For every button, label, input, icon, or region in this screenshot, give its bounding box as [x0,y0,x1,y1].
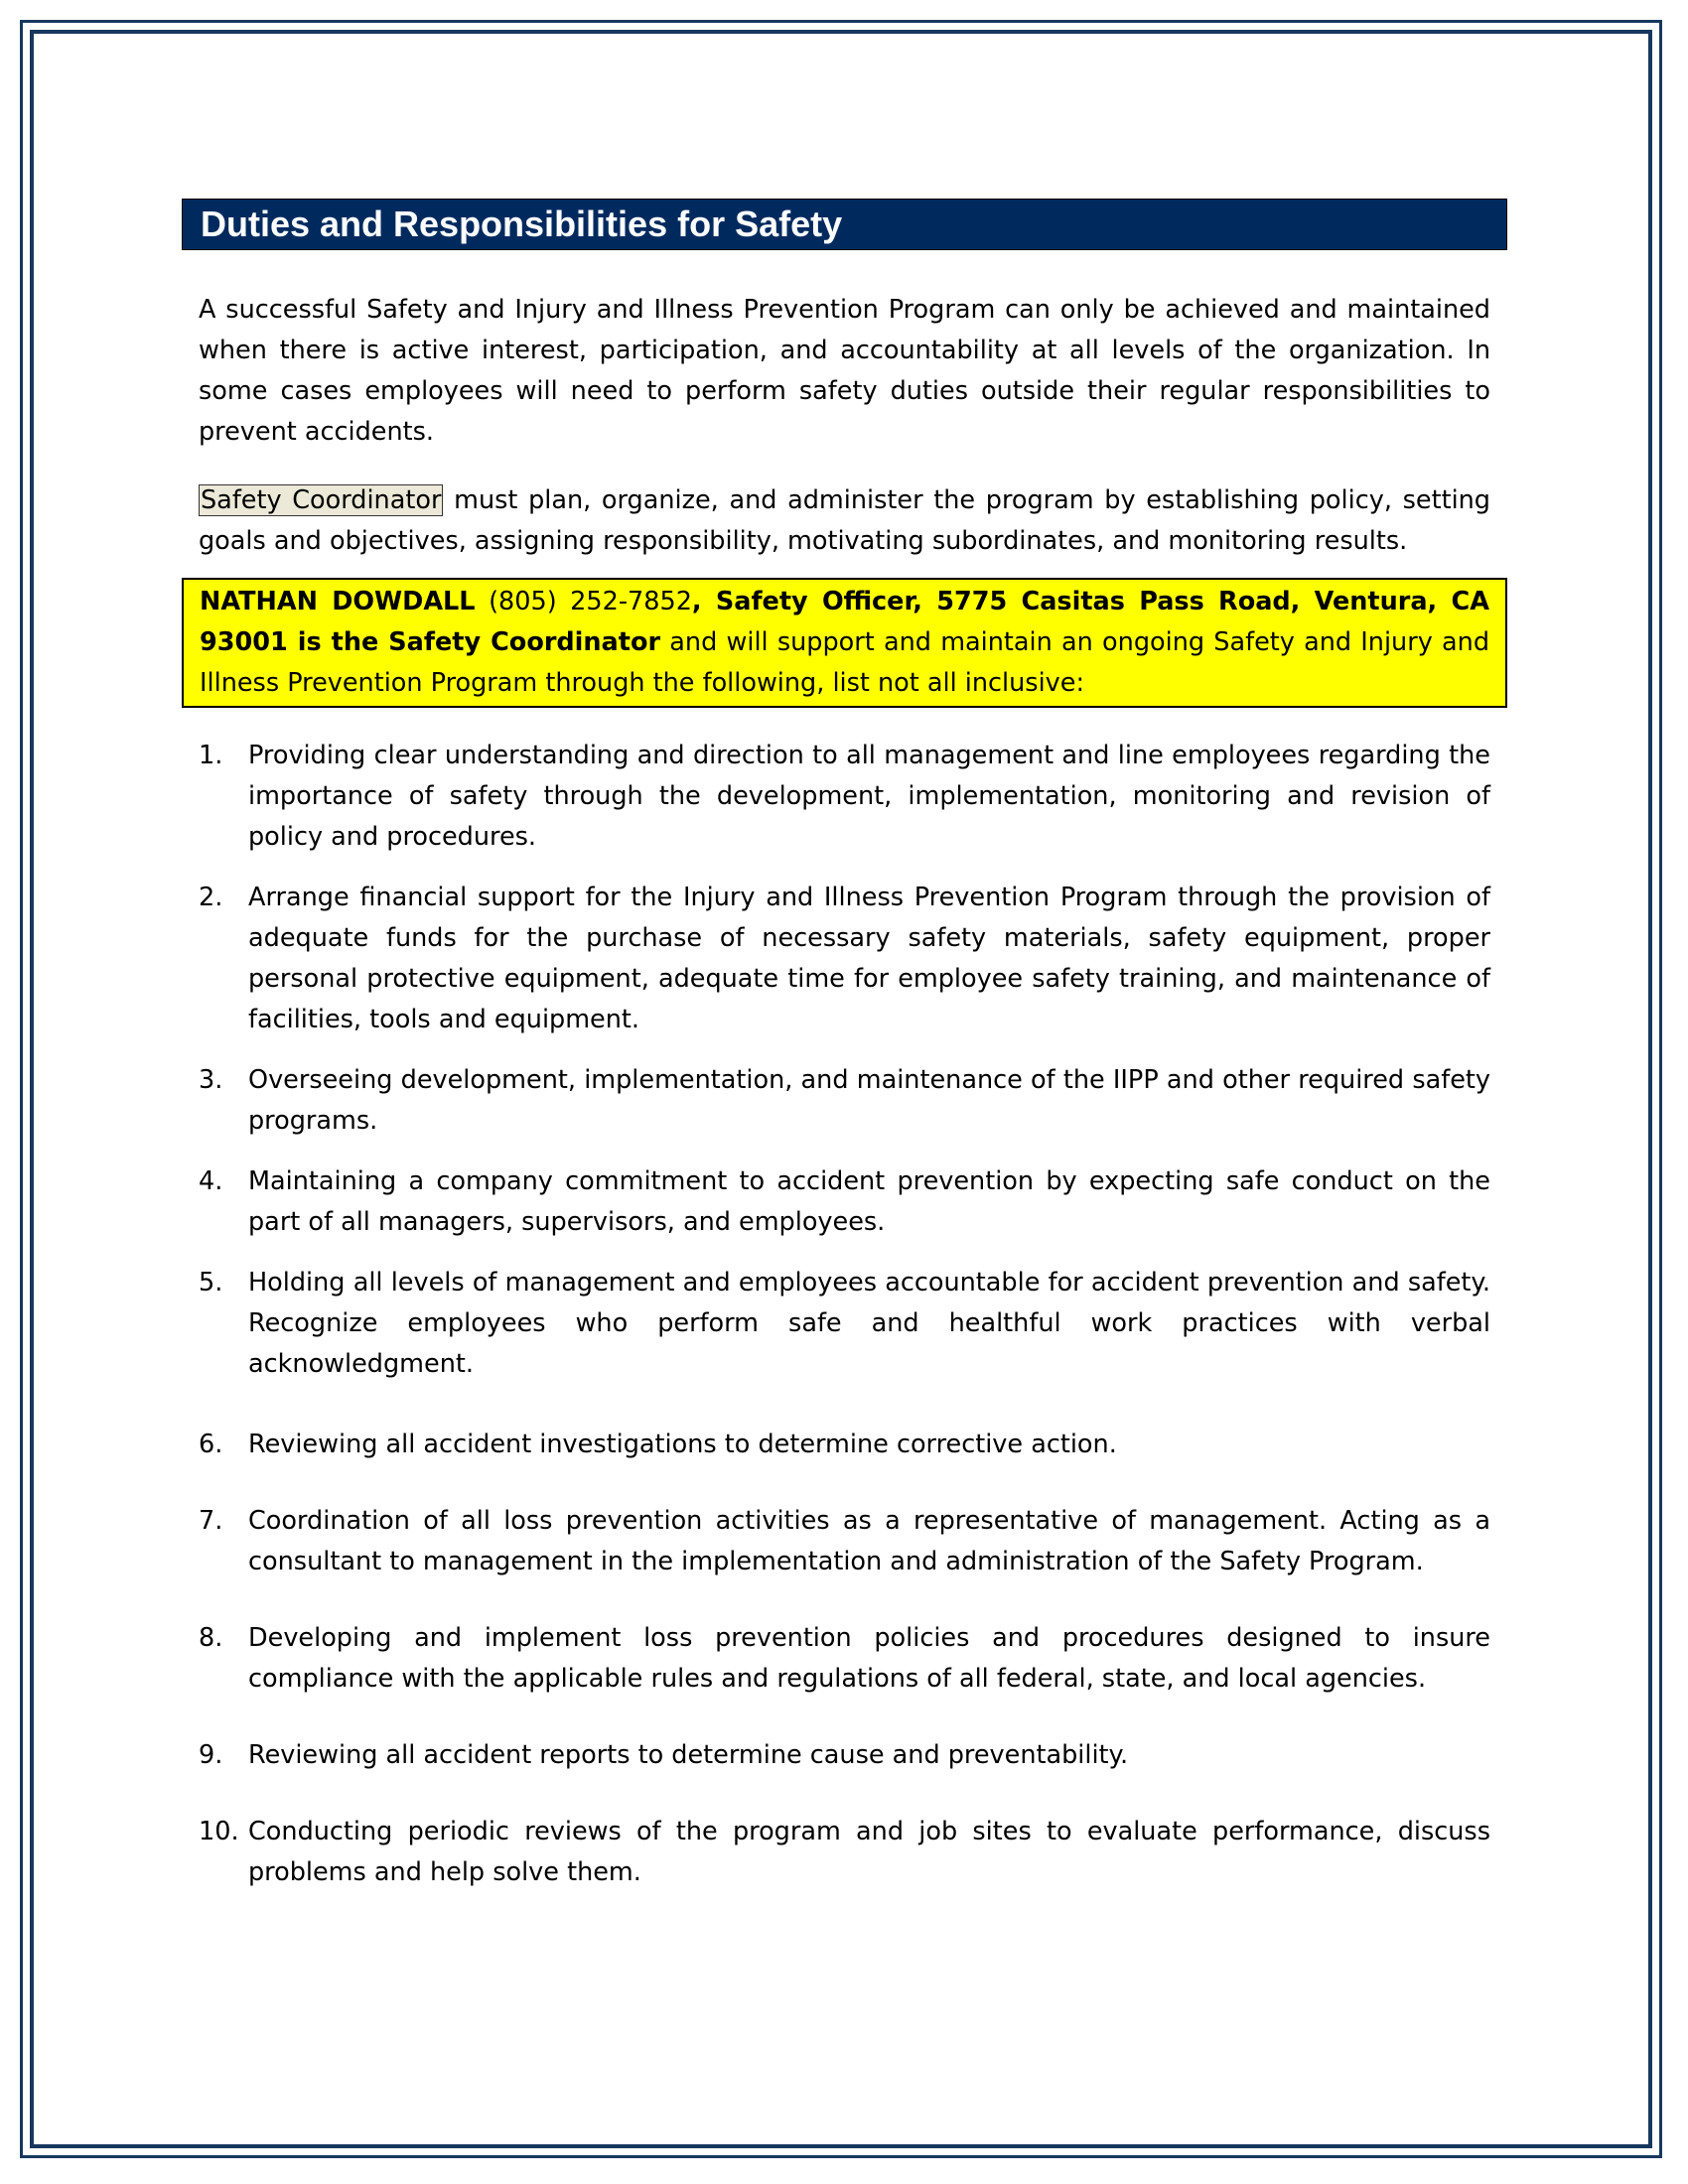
duty-text: Developing and implement loss prevention policies and procedures designed to insure compliance with the applicable rules and regulations of all federal, state, and local agencies. [248,1623,1490,1694]
section-heading-bar [182,199,1507,250]
duty-number: 7. [199,1506,223,1536]
text-block [182,290,1507,562]
intro-paragraph: A successful Safety and Injury and Illness Prevention Program can only be achieved and maintained when there is active interest, participation, and accountability at all levels of the organization. In some cases employees will need to perform safety duties outside their regular responsibilities to prevent accidents. [199,295,1490,447]
highlight-paragraph [200,582,1489,704]
duty-text: Providing clear understanding and direction to all management and line employees regarding the importance of safety through the development, implementation, monitoring and revision of policy and procedures. [248,741,1490,852]
duty-text: Maintaining a company commitment to accident prevention by expecting safe conduct on the part of all managers, supervisors, and employees. [248,1166,1490,1237]
duty-item [199,878,1490,1040]
coordinator-paragraph [199,480,1490,562]
duty-item [199,1501,1490,1582]
duty-item [199,1161,1490,1243]
highlight-rest: and will support and maintain an ongoing Safety and Injury and Illness Prevention Program through the following, list not all inclusive: [200,627,1490,698]
duty-number: 8. [199,1623,223,1653]
duty-number: 9. [199,1740,223,1770]
duty-item [199,1618,1490,1700]
duty-text: Reviewing all accident reports to determine cause and preventability. [248,1740,1129,1770]
coordinator-phone: (805) 252-7852 [475,587,692,616]
duty-number: 6. [199,1430,223,1459]
duty-number: 3. [199,1065,223,1095]
coordinator-highlight-box [182,578,1507,708]
duty-text: Reviewing all accident investigations to determine corrective action. [248,1430,1117,1459]
duty-text: Arrange financial support for the Injury and Illness Prevention Program through the provision of adequate funds for the purchase of necessary safety materials, safety equipment, proper personal protective equipment, adequate time for employee safety training, and maintenance of facilities, tools and equipment. [248,883,1490,1034]
duty-item [199,1425,1490,1465]
duty-number: 1. [199,741,223,770]
duty-item [199,1060,1490,1142]
duty-item [199,1263,1490,1385]
duty-text: Coordination of all loss prevention activities as a representative of management. Acting as a consultant to management in the implementation and administration of the Safety Program. [248,1506,1490,1576]
duty-number: 4. [199,1166,223,1196]
document-content [182,199,1507,1893]
duty-text: Holding all levels of management and employees accountable for accident prevention and safety. Recognize employees who perform safe and healthful work practices with verbal acknowledgment. [248,1268,1490,1379]
duty-item [199,1735,1490,1776]
section-title: Duties and Responsibilities for Safety [201,204,843,244]
duty-item [199,736,1490,858]
coordinator-name: NATHAN DOWDALL [200,587,476,616]
duty-number: 5. [199,1268,223,1297]
coordinator-role-field[interactable]: Safety Coordinator [201,485,442,515]
coordinator-role-text: must plan, organize, and administer the program by establishing policy, setting goals and objectives, assigning responsibility, motivating subordinates, and monitoring results. [199,485,1490,556]
duty-item [199,1812,1490,1893]
coordinator-details: , Safety Officer, 5775 Casitas Pass Road, Ventura, CA 93001 is the Safety Coordinator [200,587,1489,657]
duties-list [182,736,1507,1893]
duty-number: 2. [199,883,223,912]
duty-text: Overseeing development, implementation, and maintenance of the IIPP and other required safety programs. [248,1065,1490,1136]
duty-number: 10. [199,1817,239,1846]
duty-text: Conducting periodic reviews of the program and job sites to evaluate performance, discuss problems and help solve them. [248,1817,1490,1887]
